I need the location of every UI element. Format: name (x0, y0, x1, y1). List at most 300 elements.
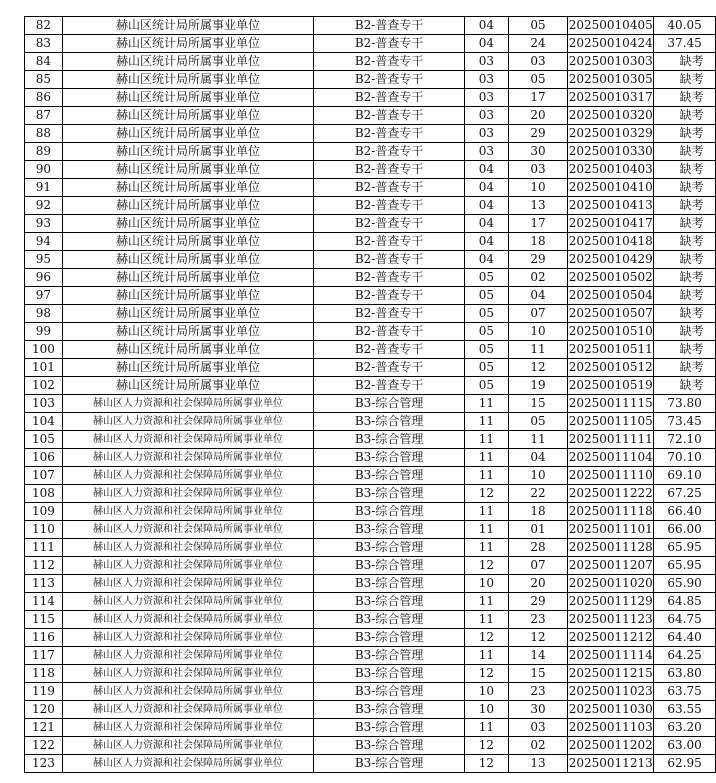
seat-number-cell: 19 (508, 377, 567, 395)
ticket-number-cell: 20250010320 (568, 107, 654, 125)
position-cell: B3-综合管理 (314, 557, 465, 575)
ticket-number-cell: 20250011101 (568, 521, 654, 539)
seat-number-cell: 12 (508, 359, 567, 377)
score-cell: 缺考 (654, 161, 716, 179)
position-cell: B3-综合管理 (314, 575, 465, 593)
seat-number-cell: 01 (508, 521, 567, 539)
table-row (25, 17, 716, 35)
sequence-number-cell: 118 (25, 665, 63, 683)
exam-room-cell: 05 (465, 377, 509, 395)
seat-number-cell: 05 (508, 413, 567, 431)
exam-room-cell: 11 (465, 539, 509, 557)
unit-name-cell: 赫山区统计局所属事业单位 (62, 251, 313, 269)
position-cell: B2-普查专干 (314, 89, 465, 107)
unit-name-cell: 赫山区统计局所属事业单位 (62, 125, 313, 143)
score-cell: 缺考 (654, 107, 716, 125)
unit-name-cell: 赫山区统计局所属事业单位 (62, 233, 313, 251)
table-row (25, 503, 716, 521)
sequence-number-cell: 89 (25, 143, 63, 161)
seat-number-cell: 18 (508, 503, 567, 521)
exam-room-cell: 05 (465, 287, 509, 305)
exam-room-cell: 12 (465, 737, 509, 755)
ticket-number-cell: 20250011213 (568, 755, 654, 773)
table-row (25, 647, 716, 665)
position-cell: B2-普查专干 (314, 323, 465, 341)
ticket-number-cell: 20250011212 (568, 629, 654, 647)
seat-number-cell: 11 (508, 341, 567, 359)
score-cell: 63.55 (654, 701, 716, 719)
exam-room-cell: 11 (465, 449, 509, 467)
unit-name-cell: 赫山区统计局所属事业单位 (62, 179, 313, 197)
exam-room-cell: 12 (465, 485, 509, 503)
exam-room-cell: 05 (465, 305, 509, 323)
position-cell: B2-普查专干 (314, 53, 465, 71)
seat-number-cell: 20 (508, 575, 567, 593)
ticket-number-cell: 20250011222 (568, 485, 654, 503)
table-row (25, 701, 716, 719)
unit-name-cell: 赫山区人力资源和社会保障局所属事业单位 (62, 503, 313, 521)
sequence-number-cell: 87 (25, 107, 63, 125)
exam-room-cell: 11 (465, 521, 509, 539)
exam-room-cell: 03 (465, 53, 509, 71)
sequence-number-cell: 83 (25, 35, 63, 53)
ticket-number-cell: 20250010511 (568, 341, 654, 359)
ticket-number-cell: 20250011207 (568, 557, 654, 575)
unit-name-cell: 赫山区统计局所属事业单位 (62, 197, 313, 215)
unit-name-cell: 赫山区统计局所属事业单位 (62, 71, 313, 89)
table-row (25, 521, 716, 539)
position-cell: B3-综合管理 (314, 701, 465, 719)
exam-room-cell: 03 (465, 89, 509, 107)
unit-name-cell: 赫山区人力资源和社会保障局所属事业单位 (62, 395, 313, 413)
seat-number-cell: 04 (508, 449, 567, 467)
exam-room-cell: 12 (465, 557, 509, 575)
score-cell: 67.25 (654, 485, 716, 503)
table-row (25, 611, 716, 629)
table-row (25, 215, 716, 233)
unit-name-cell: 赫山区统计局所属事业单位 (62, 269, 313, 287)
table-row (25, 359, 716, 377)
ticket-number-cell: 20250010418 (568, 233, 654, 251)
sequence-number-cell: 102 (25, 377, 63, 395)
seat-number-cell: 17 (508, 89, 567, 107)
position-cell: B3-综合管理 (314, 467, 465, 485)
table-row (25, 305, 716, 323)
ticket-number-cell: 20250011020 (568, 575, 654, 593)
exam-room-cell: 11 (465, 467, 509, 485)
seat-number-cell: 03 (508, 53, 567, 71)
score-cell: 63.80 (654, 665, 716, 683)
sequence-number-cell: 108 (25, 485, 63, 503)
ticket-number-cell: 20250011104 (568, 449, 654, 467)
unit-name-cell: 赫山区统计局所属事业单位 (62, 305, 313, 323)
seat-number-cell: 07 (508, 557, 567, 575)
seat-number-cell: 13 (508, 197, 567, 215)
sequence-number-cell: 100 (25, 341, 63, 359)
table-row (25, 377, 716, 395)
ticket-number-cell: 20250010330 (568, 143, 654, 161)
score-cell: 64.40 (654, 629, 716, 647)
sequence-number-cell: 121 (25, 719, 63, 737)
sequence-number-cell: 117 (25, 647, 63, 665)
position-cell: B2-普查专干 (314, 143, 465, 161)
exam-room-cell: 11 (465, 503, 509, 521)
position-cell: B2-普查专干 (314, 71, 465, 89)
position-cell: B2-普查专干 (314, 179, 465, 197)
position-cell: B3-综合管理 (314, 755, 465, 773)
exam-room-cell: 04 (465, 179, 509, 197)
exam-room-cell: 04 (465, 17, 509, 35)
score-cell: 缺考 (654, 269, 716, 287)
seat-number-cell: 22 (508, 485, 567, 503)
position-cell: B3-综合管理 (314, 395, 465, 413)
sequence-number-cell: 90 (25, 161, 63, 179)
seat-number-cell: 23 (508, 611, 567, 629)
position-cell: B3-综合管理 (314, 665, 465, 683)
score-cell: 缺考 (654, 197, 716, 215)
score-table (24, 16, 716, 773)
position-cell: B3-综合管理 (314, 431, 465, 449)
score-cell: 64.25 (654, 647, 716, 665)
sequence-number-cell: 122 (25, 737, 63, 755)
ticket-number-cell: 20250010512 (568, 359, 654, 377)
sequence-number-cell: 112 (25, 557, 63, 575)
seat-number-cell: 13 (508, 755, 567, 773)
ticket-number-cell: 20250011128 (568, 539, 654, 557)
unit-name-cell: 赫山区人力资源和社会保障局所属事业单位 (62, 719, 313, 737)
position-cell: B2-普查专干 (314, 197, 465, 215)
ticket-number-cell: 20250011023 (568, 683, 654, 701)
ticket-number-cell: 20250011110 (568, 467, 654, 485)
unit-name-cell: 赫山区人力资源和社会保障局所属事业单位 (62, 683, 313, 701)
exam-room-cell: 03 (465, 107, 509, 125)
sequence-number-cell: 110 (25, 521, 63, 539)
seat-number-cell: 02 (508, 269, 567, 287)
score-cell: 40.05 (654, 17, 716, 35)
unit-name-cell: 赫山区统计局所属事业单位 (62, 143, 313, 161)
seat-number-cell: 15 (508, 665, 567, 683)
unit-name-cell: 赫山区统计局所属事业单位 (62, 341, 313, 359)
position-cell: B3-综合管理 (314, 593, 465, 611)
seat-number-cell: 04 (508, 287, 567, 305)
ticket-number-cell: 20250011129 (568, 593, 654, 611)
ticket-number-cell: 20250010507 (568, 305, 654, 323)
ticket-number-cell: 20250011118 (568, 503, 654, 521)
exam-room-cell: 05 (465, 359, 509, 377)
position-cell: B3-综合管理 (314, 611, 465, 629)
exam-room-cell: 10 (465, 701, 509, 719)
ticket-number-cell: 20250011103 (568, 719, 654, 737)
unit-name-cell: 赫山区人力资源和社会保障局所属事业单位 (62, 467, 313, 485)
score-cell: 64.85 (654, 593, 716, 611)
seat-number-cell: 10 (508, 179, 567, 197)
position-cell: B2-普查专干 (314, 107, 465, 125)
table-row (25, 107, 716, 125)
exam-room-cell: 04 (465, 251, 509, 269)
exam-room-cell: 11 (465, 647, 509, 665)
table-row (25, 341, 716, 359)
unit-name-cell: 赫山区人力资源和社会保障局所属事业单位 (62, 737, 313, 755)
ticket-number-cell: 20250010317 (568, 89, 654, 107)
seat-number-cell: 23 (508, 683, 567, 701)
score-cell: 65.95 (654, 557, 716, 575)
position-cell: B3-综合管理 (314, 629, 465, 647)
unit-name-cell: 赫山区人力资源和社会保障局所属事业单位 (62, 413, 313, 431)
exam-room-cell: 12 (465, 629, 509, 647)
table-row (25, 35, 716, 53)
table-row (25, 593, 716, 611)
sequence-number-cell: 84 (25, 53, 63, 71)
sequence-number-cell: 98 (25, 305, 63, 323)
table-row (25, 269, 716, 287)
ticket-number-cell: 20250010413 (568, 197, 654, 215)
score-cell: 缺考 (654, 125, 716, 143)
sequence-number-cell: 93 (25, 215, 63, 233)
sequence-number-cell: 116 (25, 629, 63, 647)
position-cell: B3-综合管理 (314, 449, 465, 467)
exam-room-cell: 04 (465, 35, 509, 53)
table-row (25, 251, 716, 269)
score-cell: 缺考 (654, 53, 716, 71)
unit-name-cell: 赫山区人力资源和社会保障局所属事业单位 (62, 485, 313, 503)
unit-name-cell: 赫山区统计局所属事业单位 (62, 359, 313, 377)
seat-number-cell: 30 (508, 143, 567, 161)
sequence-number-cell: 96 (25, 269, 63, 287)
exam-room-cell: 05 (465, 341, 509, 359)
seat-number-cell: 20 (508, 107, 567, 125)
score-cell: 70.10 (654, 449, 716, 467)
position-cell: B3-综合管理 (314, 719, 465, 737)
ticket-number-cell: 20250011202 (568, 737, 654, 755)
score-cell: 缺考 (654, 359, 716, 377)
ticket-number-cell: 20250010424 (568, 35, 654, 53)
unit-name-cell: 赫山区人力资源和社会保障局所属事业单位 (62, 575, 313, 593)
score-cell: 缺考 (654, 233, 716, 251)
score-cell: 73.45 (654, 413, 716, 431)
seat-number-cell: 17 (508, 215, 567, 233)
score-cell: 缺考 (654, 215, 716, 233)
exam-room-cell: 04 (465, 233, 509, 251)
exam-room-cell: 10 (465, 683, 509, 701)
score-cell: 缺考 (654, 323, 716, 341)
position-cell: B2-普查专干 (314, 341, 465, 359)
seat-number-cell: 29 (508, 251, 567, 269)
sequence-number-cell: 85 (25, 71, 63, 89)
table-row (25, 575, 716, 593)
position-cell: B2-普查专干 (314, 17, 465, 35)
unit-name-cell: 赫山区人力资源和社会保障局所属事业单位 (62, 647, 313, 665)
score-cell: 63.00 (654, 737, 716, 755)
table-row (25, 719, 716, 737)
score-cell: 69.10 (654, 467, 716, 485)
seat-number-cell: 14 (508, 647, 567, 665)
exam-room-cell: 04 (465, 215, 509, 233)
table-row (25, 665, 716, 683)
table-row (25, 413, 716, 431)
exam-room-cell: 05 (465, 269, 509, 287)
table-row (25, 233, 716, 251)
unit-name-cell: 赫山区人力资源和社会保障局所属事业单位 (62, 593, 313, 611)
score-cell: 缺考 (654, 287, 716, 305)
ticket-number-cell: 20250011114 (568, 647, 654, 665)
ticket-number-cell: 20250010303 (568, 53, 654, 71)
table-row (25, 323, 716, 341)
exam-room-cell: 10 (465, 575, 509, 593)
ticket-number-cell: 20250010405 (568, 17, 654, 35)
ticket-number-cell: 20250010305 (568, 71, 654, 89)
unit-name-cell: 赫山区统计局所属事业单位 (62, 35, 313, 53)
position-cell: B2-普查专干 (314, 269, 465, 287)
seat-number-cell: 03 (508, 161, 567, 179)
table-row (25, 449, 716, 467)
score-cell: 缺考 (654, 89, 716, 107)
ticket-number-cell: 20250010519 (568, 377, 654, 395)
ticket-number-cell: 20250010329 (568, 125, 654, 143)
exam-room-cell: 05 (465, 323, 509, 341)
position-cell: B3-综合管理 (314, 413, 465, 431)
score-cell: 缺考 (654, 377, 716, 395)
table-row (25, 737, 716, 755)
position-cell: B2-普查专干 (314, 233, 465, 251)
unit-name-cell: 赫山区统计局所属事业单位 (62, 107, 313, 125)
ticket-number-cell: 20250010429 (568, 251, 654, 269)
score-cell: 65.95 (654, 539, 716, 557)
score-cell: 65.90 (654, 575, 716, 593)
score-cell: 37.45 (654, 35, 716, 53)
unit-name-cell: 赫山区统计局所属事业单位 (62, 323, 313, 341)
sequence-number-cell: 106 (25, 449, 63, 467)
ticket-number-cell: 20250011215 (568, 665, 654, 683)
seat-number-cell: 24 (508, 35, 567, 53)
table-row (25, 629, 716, 647)
sequence-number-cell: 107 (25, 467, 63, 485)
unit-name-cell: 赫山区人力资源和社会保障局所属事业单位 (62, 521, 313, 539)
sequence-number-cell: 101 (25, 359, 63, 377)
sequence-number-cell: 86 (25, 89, 63, 107)
sequence-number-cell: 95 (25, 251, 63, 269)
seat-number-cell: 15 (508, 395, 567, 413)
position-cell: B3-综合管理 (314, 539, 465, 557)
seat-number-cell: 02 (508, 737, 567, 755)
sequence-number-cell: 111 (25, 539, 63, 557)
position-cell: B2-普查专干 (314, 359, 465, 377)
sequence-number-cell: 119 (25, 683, 63, 701)
position-cell: B2-普查专干 (314, 125, 465, 143)
exam-room-cell: 11 (465, 413, 509, 431)
score-cell: 73.80 (654, 395, 716, 413)
score-cell: 72.10 (654, 431, 716, 449)
unit-name-cell: 赫山区统计局所属事业单位 (62, 17, 313, 35)
table-row (25, 179, 716, 197)
position-cell: B3-综合管理 (314, 737, 465, 755)
sequence-number-cell: 88 (25, 125, 63, 143)
ticket-number-cell: 20250010410 (568, 179, 654, 197)
exam-room-cell: 11 (465, 431, 509, 449)
table-row (25, 161, 716, 179)
sequence-number-cell: 105 (25, 431, 63, 449)
seat-number-cell: 28 (508, 539, 567, 557)
ticket-number-cell: 20250011111 (568, 431, 654, 449)
table-row (25, 71, 716, 89)
sequence-number-cell: 82 (25, 17, 63, 35)
table-row (25, 467, 716, 485)
position-cell: B3-综合管理 (314, 485, 465, 503)
sequence-number-cell: 99 (25, 323, 63, 341)
table-row (25, 431, 716, 449)
unit-name-cell: 赫山区人力资源和社会保障局所属事业单位 (62, 539, 313, 557)
score-cell: 63.75 (654, 683, 716, 701)
table-row (25, 683, 716, 701)
table-row (25, 557, 716, 575)
ticket-number-cell: 20250010510 (568, 323, 654, 341)
position-cell: B2-普查专干 (314, 35, 465, 53)
ticket-number-cell: 20250011105 (568, 413, 654, 431)
sequence-number-cell: 113 (25, 575, 63, 593)
score-cell: 66.00 (654, 521, 716, 539)
seat-number-cell: 12 (508, 629, 567, 647)
exam-room-cell: 11 (465, 611, 509, 629)
score-cell: 缺考 (654, 305, 716, 323)
table-row (25, 287, 716, 305)
sequence-number-cell: 115 (25, 611, 63, 629)
ticket-number-cell: 20250011115 (568, 395, 654, 413)
table-row (25, 395, 716, 413)
exam-room-cell: 03 (465, 125, 509, 143)
position-cell: B2-普查专干 (314, 287, 465, 305)
exam-room-cell: 11 (465, 395, 509, 413)
score-cell: 62.95 (654, 755, 716, 773)
table-row (25, 53, 716, 71)
unit-name-cell: 赫山区人力资源和社会保障局所属事业单位 (62, 557, 313, 575)
sequence-number-cell: 94 (25, 233, 63, 251)
score-cell: 缺考 (654, 71, 716, 89)
score-cell: 缺考 (654, 341, 716, 359)
unit-name-cell: 赫山区人力资源和社会保障局所属事业单位 (62, 701, 313, 719)
seat-number-cell: 11 (508, 431, 567, 449)
position-cell: B3-综合管理 (314, 683, 465, 701)
seat-number-cell: 10 (508, 467, 567, 485)
table-row (25, 143, 716, 161)
table-row (25, 125, 716, 143)
seat-number-cell: 03 (508, 719, 567, 737)
exam-room-cell: 04 (465, 161, 509, 179)
seat-number-cell: 29 (508, 125, 567, 143)
sequence-number-cell: 109 (25, 503, 63, 521)
sequence-number-cell: 91 (25, 179, 63, 197)
unit-name-cell: 赫山区统计局所属事业单位 (62, 215, 313, 233)
seat-number-cell: 30 (508, 701, 567, 719)
sequence-number-cell: 123 (25, 755, 63, 773)
ticket-number-cell: 20250010403 (568, 161, 654, 179)
unit-name-cell: 赫山区统计局所属事业单位 (62, 161, 313, 179)
position-cell: B3-综合管理 (314, 503, 465, 521)
sequence-number-cell: 120 (25, 701, 63, 719)
seat-number-cell: 07 (508, 305, 567, 323)
position-cell: B3-综合管理 (314, 521, 465, 539)
ticket-number-cell: 20250010504 (568, 287, 654, 305)
table-row (25, 539, 716, 557)
score-cell: 63.20 (654, 719, 716, 737)
score-cell: 64.75 (654, 611, 716, 629)
unit-name-cell: 赫山区统计局所属事业单位 (62, 377, 313, 395)
sequence-number-cell: 92 (25, 197, 63, 215)
position-cell: B3-综合管理 (314, 647, 465, 665)
score-cell: 66.40 (654, 503, 716, 521)
unit-name-cell: 赫山区统计局所属事业单位 (62, 287, 313, 305)
position-cell: B2-普查专干 (314, 377, 465, 395)
unit-name-cell: 赫山区人力资源和社会保障局所属事业单位 (62, 611, 313, 629)
score-cell: 缺考 (654, 179, 716, 197)
